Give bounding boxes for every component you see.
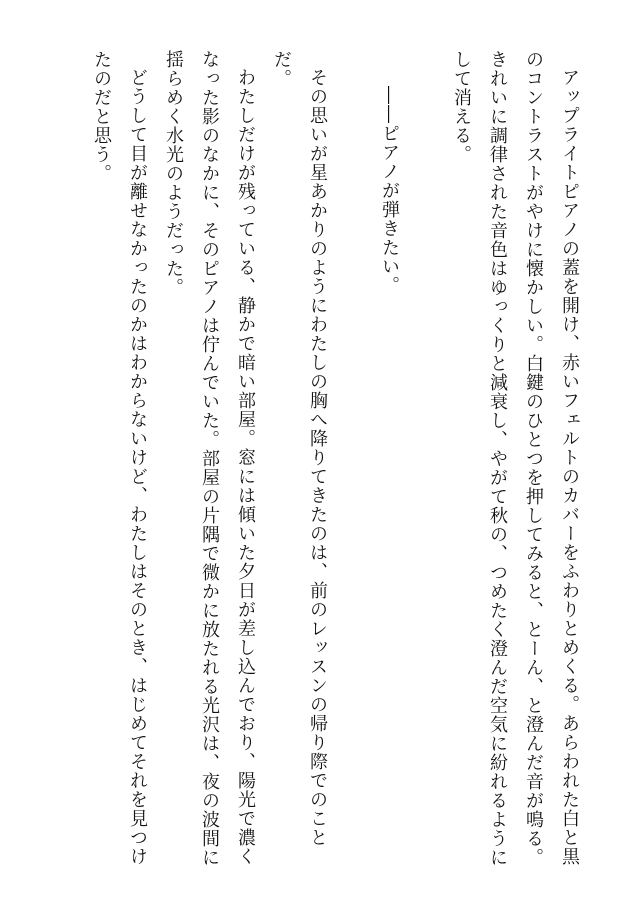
paragraph-4: わたしだけが残っている、静かで暗い部屋。窓には傾いた夕日が差し込んでおり、陽光で濃くなった影のなかに、そのピアノは佇んでいた。部屋の片隅で微かに放たれる光沢は、夜の波間に揺らめく水光のようだった。 bbox=[163, 50, 256, 867]
paragraph-2-dialogue: ――ピアノが弾きたい。 bbox=[379, 86, 400, 295]
paragraph-1: アップライトピアノの蓋を開け、赤いフェルトのカバーをふわりとめくる。あらわれた白と黒のコントラストがやけに懐かしい。白鍵のひとつを押してみると、とーん、と澄んだ音が鳴る。きれいに調律された音色はゆっくりと減衰し、やがて秋の、つめたく澄んだ空気に紛れるようにして消える。 bbox=[451, 50, 580, 867]
paragraph-3: その思いが星あかりのようにわたしの胸へ降りてきたのは、前のレッスンの帰り際でのことだ。 bbox=[271, 50, 328, 847]
vertical-text-body bbox=[83, 50, 587, 870]
paragraph-5: どうして目が離せなかったのかはわからないけど、わたしはそのとき、はじめてそれを見つけたのだと思う。 bbox=[91, 50, 148, 866]
